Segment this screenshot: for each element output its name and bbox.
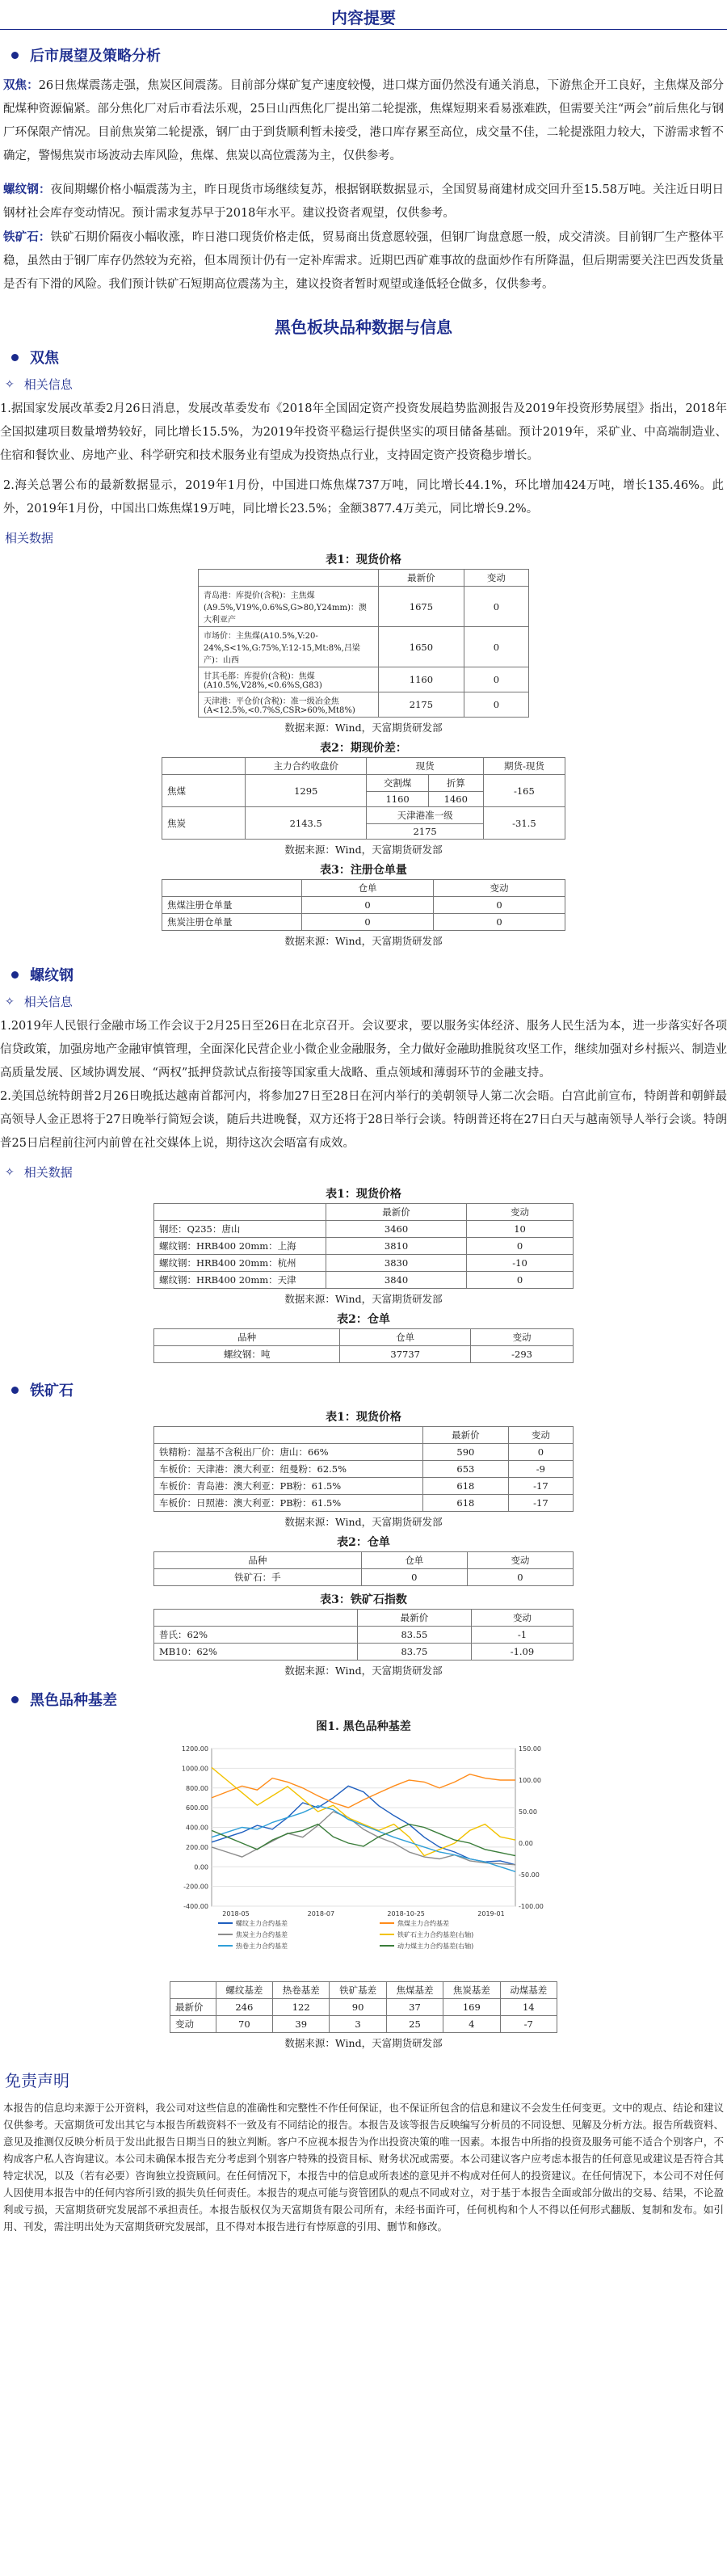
x-axis-tick-label: 2018-05: [222, 1910, 250, 1917]
left-axis-tick-label: 800.00: [186, 1784, 208, 1792]
right-axis-tick-label: 100.00: [519, 1777, 541, 1784]
left-axis-tick-label: 1000.00: [181, 1765, 208, 1773]
left-axis-tick-label: 200.00: [186, 1843, 208, 1851]
data-source-note: 数据来源：Wind，天富期货研发部: [284, 2037, 443, 2049]
bullet-icon: [11, 354, 19, 361]
table-row: 焦炭 2143.5 天津港准一级 -31.5: [162, 807, 565, 824]
table-row: 市场价：主焦煤(A10.5%,V:20-24%,S<1%,G:75%,Y:12-15,Mt:8%,吕梁产)：山西 1650 0: [199, 627, 529, 667]
data-source-note: 数据来源：Wind，天富期货研发部: [284, 1516, 443, 1528]
table-row: 2175: [162, 824, 565, 840]
table-row: 铁矿石：手 0 0: [154, 1569, 574, 1586]
ore-table3-caption: 表3：铁矿石指数: [320, 1593, 407, 1606]
table-row: 螺纹钢：吨 37737 -293: [154, 1346, 574, 1363]
rebar-info-heading: ✧ 相关信息: [5, 995, 73, 1009]
coke-table3-caption: 表3：注册仓单量: [320, 864, 407, 877]
ore-warrant-table: [153, 1551, 574, 1586]
right-axis-tick-label: 150.00: [519, 1745, 541, 1753]
rebar-info-2: 2.美国总统特朗普2月26日晚抵达越南首都河内，将参加27日至28日在河内举行的美朝领导人第二次会晤。白宫此前宣布，特朗普和朝鲜最高领导人金正恩将于27日晚举行简短会谈，随后共进晚餐，双方还将于28日举行会谈。特朗普还将在27日白天与越南领导人举行会谈。特朗普25日启程前往河内前曾在社交媒体上说，期待这次会晤富有成效。: [0, 1090, 727, 1150]
summary-rebar-paragraph: 螺纹钢：夜间期螺价格小幅震荡为主，昨日现货市场继续复苏，根据钢联数据显示，全国贸易商建材成交回升至15.58万吨。关注近日明日钢材社会库存变动情况。预计需求复苏早于2018年水平。建议投资者观望，仅供参考。: [3, 183, 724, 220]
table-header-row: 品种 仓单 变动: [154, 1329, 574, 1346]
ore-spot-table: [153, 1426, 574, 1512]
diamond-icon: ✧: [5, 995, 15, 1008]
legend-label: 焦炭主力合约基差: [236, 1931, 288, 1938]
table-row: 钢坯：Q235：唐山 3460 10: [154, 1221, 574, 1238]
coke-info-heading: ✧ 相关信息: [5, 377, 73, 392]
legend-label: 热卷主力合约基差: [236, 1943, 288, 1950]
basis-chart-svg: [170, 1740, 557, 1975]
left-axis-tick-label: -200.00: [183, 1883, 208, 1891]
coke-data-heading: 相关数据: [5, 531, 54, 545]
bullet-icon: [11, 1696, 19, 1703]
summary-ore-paragraph: 铁矿石：铁矿石期价隔夜小幅收涨，昨日港口现货价格走低，贸易商出货意愿较强，但钢厂询盘意愿一般，成交清淡。目前钢厂生产整体平稳，虽然由于钢厂库存仍然较为充裕，但本周预计仍有一定补库需求。近期巴西矿难事故的盘面炒作有所降温，但后期需要关注巴西发货量是否有下滑的风险。我们预计铁矿石短期高位震荡为主，建议投资者暂时观望或逢低轻仓做多，仅供参考。: [3, 230, 724, 291]
series-line: [212, 1774, 515, 1808]
rebar-table2-caption: 表2：仓单: [337, 1313, 390, 1326]
page-title: 内容提要: [331, 8, 396, 27]
x-axis-tick-label: 2019-01: [477, 1910, 505, 1917]
table-row: 铁精粉：湿基不含税出厂价：唐山：66% 590 0: [154, 1444, 574, 1461]
table-row: 车板价：天津港：澳大利亚：纽曼粉：62.5% 653 -9: [154, 1461, 574, 1478]
table-row: 焦煤注册仓单量 0 0: [162, 897, 565, 914]
diamond-icon: ✧: [5, 1165, 15, 1179]
series-line: [212, 1767, 515, 1855]
left-axis-tick-label: 400.00: [186, 1824, 208, 1832]
disclaimer-text: 本报告的信息均来源于公开资料，我公司对这些信息的准确性和完整性不作任何保证，也不保证所包含的信息和建议不会发生任何变更。文中的观点、结论和建议仅供参考。天富期货可发出其它与本报告所载资料不一致及有不同结论的报告。本报告及该等报告反映编写分析员的不同设想、见解及分析方法。报告所载资料、意见及推测仅反映分析员于发出此报告日期当日的独立判断。客户不应视本报告为作出投资决策的唯一因素。本报告中所指的投资及服务可能不适合个别客户，不构成客户私人咨询建议。本公司未确保本报告充分考虑到个别客户特殊的投资目标、财务状况或需要。本公司建议客户应考虑本报告的任何意见或建议是否符合其特定状况，以及（若有必要）咨询独立投资顾问。在任何情况下，本报告中的信息或所表述的意见并不构成对任何人的投资建议。在任何情况下，本公司不对任何人因使用本报告中的任何内容所引致的损失负任何责任。本报告的观点可能与资管团队的观点不同或对立，对于基于本报告全面或部分做出的交易、结果，不论盈利或亏损，天富期货研究发展部不承担责任。本报告版权仅为天富期货有限公司所有，未经书面许可，任何机构和个人不得以任何形式翻版、复制和发布。如引用、刊发，需注明出处为天富期货研究发展部，且不得对本报告进行有悖原意的引用、删节和修改。: [3, 2102, 724, 2233]
rebar-warrant-table: [153, 1328, 574, 1363]
table-header-row: 仓单 变动: [162, 880, 565, 897]
table-header-row: 螺纹基差 热卷基差 铁矿基差 焦煤基差 焦炭基差 动煤基差: [170, 1982, 557, 1999]
coke-table1-caption: 表1：现货价格: [326, 554, 401, 566]
table-row: 最新价 246 122 90 37 169 14: [170, 1999, 557, 2016]
x-axis-tick-label: 2018-07: [307, 1910, 335, 1917]
x-axis-tick-label: 2018-10-25: [387, 1910, 425, 1917]
basis-chart-title: 图1. 黑色品种基差: [316, 1720, 411, 1733]
left-axis-tick-label: 1200.00: [181, 1745, 208, 1753]
right-axis-tick-label: 0.00: [519, 1840, 533, 1847]
coke-warrant-table: [162, 879, 565, 931]
rebar-data-heading: ✧ 相关数据: [5, 1165, 73, 1180]
summary-coke-paragraph: 双焦：26日焦煤震荡走强，焦炭区间震荡。目前部分煤矿复产速度较慢，进口煤方面仍然没有通关消息，下游焦企开工良好，主焦煤及部分配煤种资源偏紧。部分焦化厂对后市看法乐观，25日山西焦化厂提出第二轮提涨，焦煤短期来看易涨难跌，但需要关注“两会”前后焦化与钢厂环保限产情况。目前焦炭第二轮提涨，钢厂由于到货顺利暂未接受，港口库存累至高位，成交量不佳，二轮提涨阻力较大，下游需求暂不确定，警惕焦炭市场波动去库风险，焦煤、焦炭以高位震荡为主，仅供参考。: [3, 78, 725, 162]
rebar-table1-caption: 表1：现货价格: [326, 1188, 401, 1201]
ore-heading: 铁矿石: [0, 1379, 727, 1400]
right-axis-tick-label: -100.00: [519, 1903, 544, 1910]
left-axis-tick-label: -400.00: [183, 1903, 208, 1910]
data-source-note: 数据来源：Wind，天富期货研发部: [284, 844, 443, 856]
table-row: 车板价：青岛港：澳大利亚：PB粉：61.5% 618 -17: [154, 1478, 574, 1495]
data-source-note: 数据来源：Wind，天富期货研发部: [284, 1665, 443, 1677]
legend-label: 焦煤主力合约基差: [397, 1920, 449, 1927]
data-source-note: 数据来源：Wind，天富期货研发部: [284, 1293, 443, 1305]
table-row: 青岛港：库提价(含税)：主焦煤(A9.5%,V19%,0.6%S,G>80,Y24mm)：澳大利亚产 1675 0: [199, 587, 529, 627]
table-row: 车板价：日照港：澳大利亚：PB粉：61.5% 618 -17: [154, 1495, 574, 1512]
right-axis-tick-label: -50.00: [519, 1871, 540, 1879]
rebar-heading: 螺纹钢: [0, 964, 727, 985]
coke-basis-table: [162, 757, 565, 840]
bullet-icon: [11, 971, 19, 979]
table-row: 焦炭注册仓单量 0 0: [162, 914, 565, 931]
table-row: 变动 70 39 3 25 4 -7: [170, 2016, 557, 2033]
table-header-row: 最新价 变动: [154, 1610, 574, 1627]
legend-label: 动力煤主力合约基差(右轴): [397, 1943, 474, 1950]
ore-table1-caption: 表1：现货价格: [326, 1411, 401, 1424]
ore-table2-caption: 表2：仓单: [337, 1536, 390, 1549]
table-header-row: 品种 仓单 变动: [154, 1552, 574, 1569]
coke-heading: 双焦: [0, 347, 727, 368]
basis-table: [170, 1981, 557, 2033]
coke-info-1: 1.据国家发展改革委2月26日消息，发展改革委发布《2018年全国固定资产投资发展趋势监测报告及2019年投资形势展望》指出，2018年全国拟建项目数量增势较好，同比增长15.5%，为2019年投资平稳运行提供坚实的项目储备基础。预计2019年，采矿业、中高端制造业、住宿和餐饮业、房地产业、科学研究和技术服务业有望成为投资热点行业，支持固定资产投资稳步增长。: [0, 402, 727, 462]
table-row: 甘其毛都：库提价(含税)：焦煤(A10.5%,V28%,<0.6%S,G83) 1160 0: [199, 667, 529, 692]
ore-index-table: [153, 1609, 574, 1661]
data-source-note: 数据来源：Wind，天富期货研发部: [284, 935, 443, 947]
coke-info-2: 2.海关总署公布的最新数据显示，2019年1月份，中国进口炼焦煤737万吨，同比增长44.1%，环比增加424万吨，增长135.46%。此外，2019年1月份，中国出口炼焦煤19万吨，同比增长23.5%；金额3877.4万美元，同比增长9.2%。: [3, 479, 724, 516]
table-header-row: 最新价 变动: [154, 1427, 574, 1444]
left-axis-tick-label: 0.00: [194, 1863, 208, 1871]
data-source-note: 数据来源：Wind，天富期货研发部: [284, 722, 443, 734]
coke-spot-table: [198, 569, 529, 718]
title-divider: [0, 29, 727, 30]
rebar-spot-table: [153, 1203, 574, 1289]
basis-chart: [170, 1740, 557, 1978]
table-row: 1160 1460: [162, 792, 565, 807]
section-title: 黑色板块品种数据与信息: [275, 318, 452, 337]
bullet-icon: [11, 52, 19, 59]
legend-label: 铁矿石主力合约基差(右轴): [397, 1931, 474, 1938]
table-header-row: 最新价 变动: [154, 1204, 574, 1221]
table-row: 焦煤 1295 交割煤 折算 -165: [162, 775, 565, 792]
series-line: [212, 1806, 515, 1872]
bullet-icon: [11, 1387, 19, 1394]
table-header-row: 主力合约收盘价 现货 期货-现货: [162, 758, 565, 775]
series-line: [212, 1812, 515, 1865]
table-header-row: 最新价 变动: [199, 570, 529, 587]
basis-heading: 黑色品种基差: [0, 1689, 727, 1710]
table-row: 普氏：62% 83.55 -1: [154, 1627, 574, 1644]
table-row: 螺纹钢：HRB400 20mm：上海 3810 0: [154, 1238, 574, 1255]
disclaimer-heading: 免责声明: [5, 2071, 69, 2090]
table-row: 螺纹钢：HRB400 20mm：杭州 3830 -10: [154, 1255, 574, 1272]
left-axis-tick-label: 600.00: [186, 1804, 208, 1812]
right-axis-tick-label: 50.00: [519, 1808, 537, 1816]
rebar-info-1: 1.2019年人民银行金融市场工作会议于2月25日至26日在北京召开。会议要求，要以服务实体经济、服务人民生活为本，进一步落实好各项信贷政策，加强房地产金融审慎管理，全面深化民营企业小微企业金融服务，全力做好金融助推脱贫攻坚工作，继续加强对乡村振兴、制造业高质量发展、区域协调发展、“两权”抵押贷款试点衔接等国家重大战略、重点领域和薄弱环节的金融支持。: [0, 1020, 727, 1080]
coke-table2-caption: 表2：期现价差：: [320, 742, 407, 755]
table-row: MB10：62% 83.75 -1.09: [154, 1644, 574, 1661]
diamond-icon: ✧: [5, 377, 15, 391]
table-row: 螺纹钢：HRB400 20mm：天津 3840 0: [154, 1272, 574, 1289]
summary-heading: 后市展望及策略分析: [0, 44, 727, 65]
table-row: 天津港：平仓价(含税)：准一级冶金焦(A<12.5%,<0.7%S,CSR>60%,Mt8%) 2175 0: [199, 692, 529, 718]
legend-label: 螺纹主力合约基差: [236, 1920, 288, 1927]
